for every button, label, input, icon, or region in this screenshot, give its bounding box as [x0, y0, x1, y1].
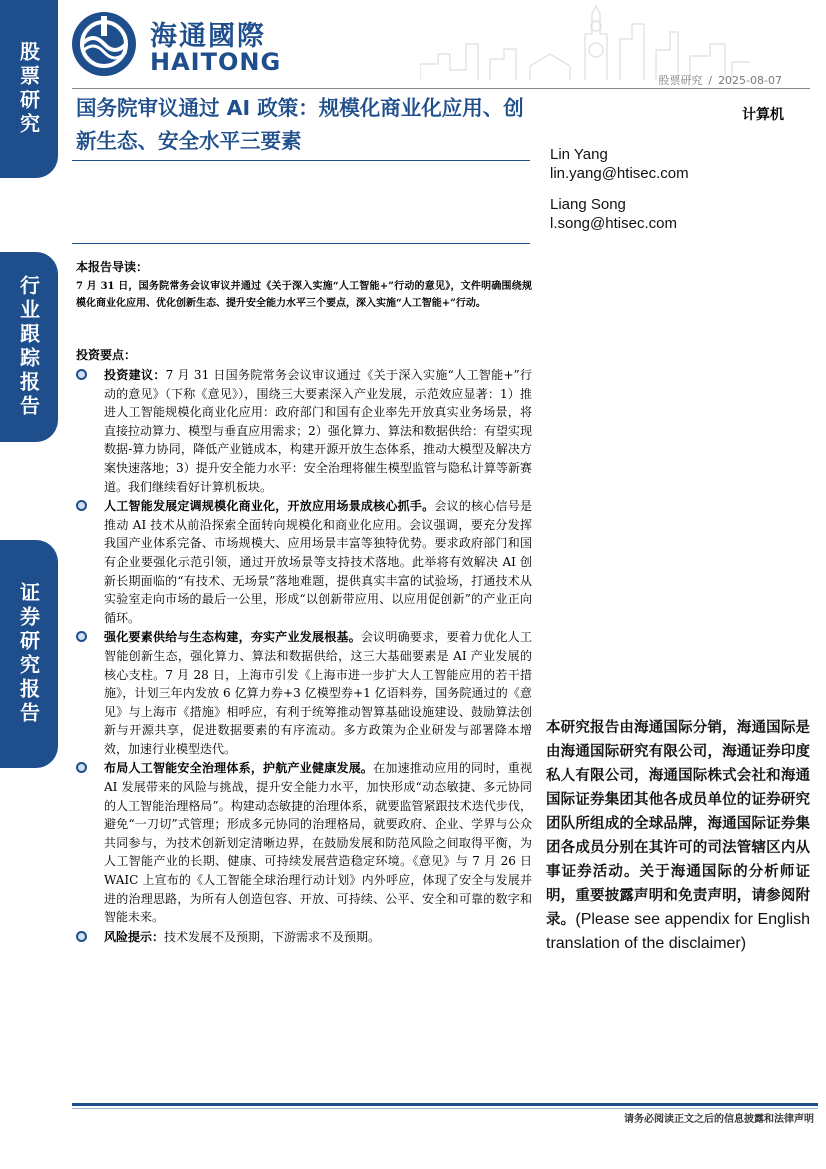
footer-divider-thin	[72, 1108, 818, 1109]
meta-separator: /	[708, 74, 713, 87]
point-text: 技术发展不及预期，下游需求不及预期。	[164, 929, 381, 944]
side-tab-industry-tracking	[0, 252, 58, 442]
analyst-email[interactable]: l.song@htisec.com	[550, 215, 677, 232]
point-lead: 人工智能发展定调规模化商业化，开放应用场景成核心抓手。	[104, 499, 435, 514]
side-tab-label: 证券研究报告	[16, 582, 41, 726]
side-tab-label: 行业跟踪报告	[16, 275, 41, 419]
side-tab-stock-research	[0, 0, 58, 178]
brand-name-en: HAITONG	[150, 48, 282, 76]
points-heading: 投资要点：	[76, 348, 137, 362]
side-tab-label: 股票研究	[16, 41, 41, 137]
footer-notice: 请务必阅读正文之后的信息披露和法律声明	[624, 1114, 814, 1125]
title-divider	[72, 160, 530, 161]
circle-bullet-icon	[76, 500, 87, 511]
analyst-email[interactable]: lin.yang@htisec.com	[550, 165, 689, 182]
point-lead: 强化要素供给与生态构建，夯实产业发展根基。	[104, 630, 361, 645]
doc-date: 2025-08-07	[718, 74, 782, 87]
point-text: 会议明确要求，要着力优化人工智能创新生态，强化算力、算法和数据供给，这三大基础要素是 AI 产业发展的核心支柱。7 月 28 日，上海市引发《上海市进一步扩大人工智能应用的若干措施》，计划三年内发放 6 亿算力券+3 亿模型券+1 亿语料券，国务院通过的《意见》与上海市《措施》相呼应，有利于统筹推动智算基础设施建设、鼓励算法创新与开源共享，促进数据要素的有序流动。多方政策为企业研发与部署降本增效，加速行业模型迭代。	[104, 630, 532, 756]
report-title: 国务院审议通过 AI 政策：规模化商业化应用、创新生态、安全水平三要素	[76, 96, 524, 153]
footer-divider	[72, 1103, 818, 1106]
list-item	[76, 497, 532, 627]
point-text: 会议的核心信号是推动 AI 技术从前沿探索全面转向规模化和商业化应用。会议强调，要充分发挥我国产业体系完备、市场规模大、应用场景丰富等独特优势。要求政府部门和国有企业要强化示范引领，通过开放场景等支持技术落地。此举将有效解决 AI 创新长期面临的“有技术、无场景”落地难题，提供真实丰富的试验场，打通技术从实验室走向市场的最后一公里，形成“以创新带应用、以应用促创新”的产业正向循环。	[104, 499, 532, 625]
list-item	[76, 759, 532, 926]
brand-name-cn: 海通國際	[150, 21, 266, 52]
doc-meta	[658, 72, 782, 88]
point-text: 在加速推动应用的同时，重视 AI 发展带来的风险与挑战，提升安全能力水平，加快形成“动态敏捷、多元协同的人工智能治理格局”。构建动态敏捷的治理体系，就要监管紧跟技术迭代步伐，避免“一刀切”式管理；形成多元协同的治理格局，就要政府、企业、学界与公众共同参与，为技术创新划定清晰边界，在鼓励发展和防范风险之间取得平衡，为人工智能产业的长期、健康、可持续发展营造稳定环境。《意见》与 7 月 26 日 WAIC 上宣布的《人工智能全球治理行动计划》内外呼应，体现了安全与发展并进的治理思路，为所有人创造包容、开放、可持续、公平、安全和可靠的数字和智能未来。	[104, 761, 532, 925]
circle-bullet-icon	[76, 369, 87, 380]
analyst-block	[550, 195, 677, 233]
list-item	[76, 928, 532, 947]
circle-bullet-icon	[76, 931, 87, 942]
circle-bullet-icon	[76, 631, 87, 642]
analyst-block	[550, 145, 689, 183]
guide-heading: 本报告导读：	[76, 260, 149, 274]
skyline-illustration	[420, 4, 750, 80]
list-item	[76, 628, 532, 758]
disclaimer-en: (Please see appendix for English translation of the disclaimer)	[546, 911, 810, 952]
section-divider	[72, 243, 530, 244]
circle-bullet-icon	[76, 762, 87, 773]
points-list	[76, 366, 532, 947]
point-text: 7 月 31 日国务院常务会议审议通过《关于深入实施“人工智能+”行动的意见》（下称《意见》），围绕三大要素深入产业发展，示范效应显著：1）推进人工智能规模化商业化应用：政府部门和国有企业率先开放真实业务场景，将直接拉动算力、模型与垂直应用需求；2）强化算力、算法和数据供给：有望实现数据-算力协同，降低产业链成本，构建开源开放生态体系，推动大模型及解决方案快速落地；3）提升安全能力水平：安全治理将催生模型监管与隐私计算等新赛道。我们继续看好计算机板块。	[104, 368, 532, 494]
side-tab-securities-report	[0, 540, 58, 768]
guide-body: 7 月 31 日，国务院常务会议审议并通过《关于深入实施“人工智能+”行动的意见》，文件明确围绕规模化商业化应用、优化创新生态、提升安全能力水平三个要点，深入实施“人工智能+”行动。	[76, 281, 532, 309]
point-lead: 布局人工智能安全治理体系，护航产业健康发展。	[104, 761, 374, 776]
list-item	[76, 366, 532, 496]
industry-label: 计算机	[742, 107, 784, 123]
doc-category: 股票研究	[658, 74, 703, 87]
point-lead: 投资建议：	[104, 368, 166, 382]
header-divider	[72, 88, 810, 89]
disclaimer-block	[546, 716, 810, 956]
analyst-name: Lin Yang	[550, 146, 608, 163]
haitong-logo-icon	[70, 10, 138, 78]
disclaimer-cn: 本研究报告由海通国际分销，海通国际是由海通国际研究有限公司，海通证券印度私人有限公司，海通国际株式会社和海通国际证券集团其他各成员单位的证券研究团队所组成的全球品牌，海通国际证券集团各成员分别在其许可的司法管辖区内从事证券活动。关于海通国际的分析师证明，重要披露声明和免责声明，请参阅附录。	[546, 720, 810, 928]
point-lead: 风险提示：	[104, 929, 165, 944]
analyst-name: Liang Song	[550, 196, 626, 213]
